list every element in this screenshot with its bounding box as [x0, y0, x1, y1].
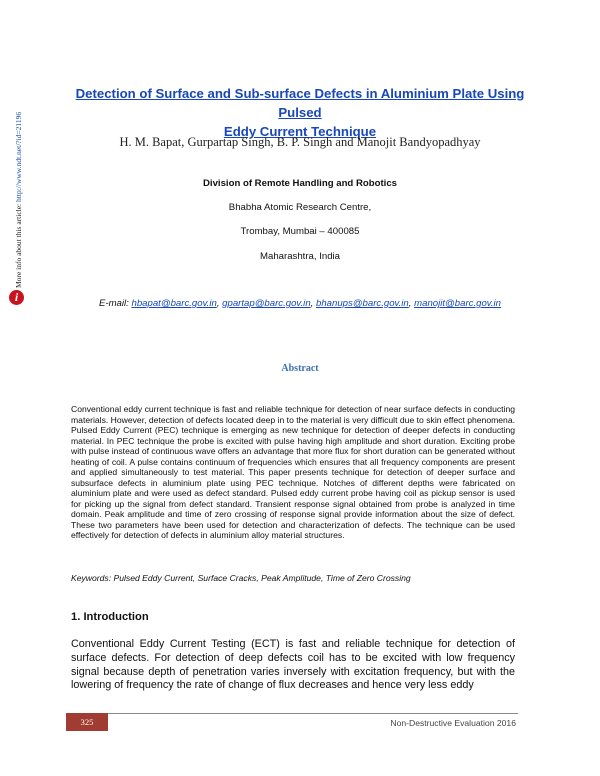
paper-title-line-1: Detection of Surface and Sub-surface Defects in Aluminium Plate Using Pulsed: [75, 86, 525, 120]
more-info-note[interactable]: [14, 100, 23, 288]
affiliation-division: Division of Remote Handling and Robotics: [202, 178, 398, 189]
email-link[interactable]: gpartap@barc.gov.in: [222, 298, 311, 309]
paper-title[interactable]: [70, 84, 530, 141]
affiliation-centre: Bhabha Atomic Research Centre,: [228, 202, 372, 213]
info-icon[interactable]: i: [9, 290, 24, 305]
journal-name: Non-Destructive Evaluation 2016: [390, 718, 516, 728]
abstract-text: Conventional eddy current technique is fast and reliable technique for detection of near surface defects in conducting materials. However, detection of defects located deep in to the material is very difficult due to skin effect phenomena. Pulsed Eddy Current (PEC) technique is emerging as new technique for detection of deeper defects in conducting material. In PEC technique the probe is excited with pulse having high amplitude and short duration. Exciting probe with pulse instead of continuous wave offers an advantage that more flux for short duration can be generated without heating of coil. A pulse contains continuum of frequencies which ensures that all frequency components are present and applied simultaneously to test material. This paper presents technique for detection of deeper surface and subsurface defects in aluminium plate using PEC technique. Notches of different depths were fabricated on aluminium plate and were used as defect standard. Pulsed eddy current probe having coil as pickup sensor is used for picking up the signal from defect standard. Transient response signal obtained from probe is analyzed in time domain. Peak amplitude and time of zero crossing of response signal provide information about the size of defect. These two parameters have been used for detection and characterization of defects. The technique can be used effectively for detection of defects in aluminium alloy material structures.: [71, 404, 515, 540]
abstract-heading: Abstract: [281, 363, 319, 374]
email-label: E-mail:: [98, 298, 129, 309]
email-link[interactable]: bhanups@barc.gov.in: [316, 298, 409, 309]
section-heading: 1. Introduction: [71, 611, 149, 623]
email-line: E-mail: hbapat@barc.gov.in, gpartap@barc.gov.in, bhanups@barc.gov.in, manojit@barc.gov.in: [98, 298, 502, 309]
more-info-url[interactable]: http://www.ndt.net/?id=21196: [14, 111, 23, 202]
more-info-label: More info about this article:: [14, 201, 23, 288]
keywords: Keywords: Pulsed Eddy Current, Surface Cracks, Peak Amplitude, Time of Zero Crossing: [71, 573, 411, 583]
affiliation-address: Trombay, Mumbai – 400085: [240, 226, 360, 237]
email-link[interactable]: hbapat@barc.gov.in: [131, 298, 217, 309]
paper-title-line-2: Eddy Current Technique: [223, 124, 377, 139]
footer-divider: [66, 713, 518, 714]
affiliation-state: Maharashtra, India: [260, 251, 340, 262]
email-link[interactable]: manojit@barc.gov.in: [414, 298, 502, 309]
page-number: 325: [66, 713, 108, 731]
intro-paragraph: Conventional Eddy Current Testing (ECT) is fast and reliable technique for detection of surface defects. For detection of deep defects coil has to be excited with low frequency signal because depth of penetration varies inversely with excitation frequency, but with the lowering of frequency the rate of change of flux decreases and hence very less eddy: [71, 638, 515, 692]
authors: H. M. Bapat, Gurpartap Singh, B. P. Singh and Manojit Bandyopadhyay: [119, 135, 481, 149]
